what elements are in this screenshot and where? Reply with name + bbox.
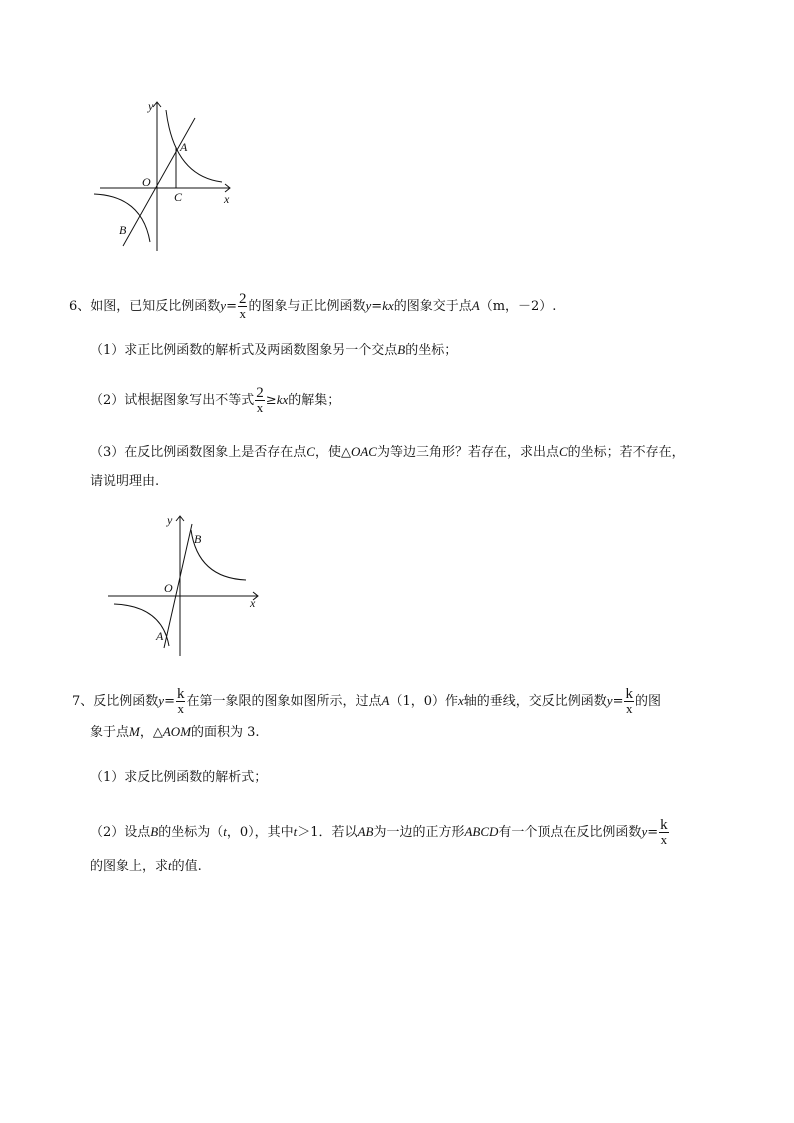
q7-aom: AOM	[162, 724, 192, 739]
q6-point-coords: （m，－2）.	[479, 299, 557, 314]
q7-p2-y: y	[641, 824, 648, 839]
q7-p2-a: （2）设点	[90, 825, 151, 840]
q7-p2-t2: t	[293, 824, 298, 839]
label-x: x	[224, 192, 230, 206]
q7-stem-d: 的图	[634, 694, 661, 709]
q6-frac-den: x	[239, 306, 246, 321]
q6-point-a: A	[471, 298, 480, 313]
q6-number: 6、	[69, 299, 91, 314]
q6-p2-fraction	[255, 386, 265, 415]
q7-p2-ab: AB	[357, 824, 374, 839]
q6-p3-d: 的坐标；若不存在，	[567, 445, 685, 460]
q7-stem-cont	[90, 724, 260, 741]
q7-p2-g: 的图象上，求	[90, 859, 169, 874]
q7-y1: y	[158, 693, 165, 708]
label-y: y	[148, 99, 154, 113]
q6-part3	[90, 444, 685, 461]
q6-p2-num: 2	[256, 385, 264, 401]
q6-p2-kx: kx	[276, 392, 289, 407]
q6-p3-c: C	[306, 444, 315, 459]
q7-p2-b: 的坐标为（	[158, 825, 224, 840]
label-b: B	[194, 532, 202, 546]
q6-part2	[90, 386, 340, 415]
q7-p2-f: 有一个顶点在反比例函数	[498, 825, 642, 840]
q7-point-coords: （1，0）作	[389, 694, 458, 709]
q6-p3-c2: C	[558, 444, 568, 459]
q7-fraction	[176, 687, 186, 716]
q6-p3-oac: OAC	[350, 444, 377, 459]
q7-eq2: =	[612, 694, 624, 709]
q7-p2-t3: t	[168, 858, 172, 873]
q7-stem-b: 在第一象限的图象如图所示，过点	[186, 694, 382, 709]
label-c: C	[174, 190, 183, 204]
q7-frac2-den: x	[625, 701, 633, 716]
q6-p3-a: （3）在反比例函数图象上是否存在点	[90, 445, 307, 460]
q7-stem	[72, 687, 661, 716]
q6-p2-a: （2）试根据图象写出不等式	[90, 393, 255, 408]
q7-stem-c: 轴的垂线，交反比例函数	[463, 694, 607, 709]
label-y: y	[167, 513, 173, 527]
q6-fraction	[238, 292, 248, 321]
q6-part1	[90, 342, 457, 359]
q6-p3-b: ，使△	[314, 445, 351, 460]
q7-frac-den: x	[177, 701, 184, 716]
q7-part2-cont	[90, 858, 202, 875]
q7-p2-d: ＞1．若以	[297, 825, 358, 840]
q7-frac2-num: k	[625, 686, 633, 702]
q7-x: x	[458, 693, 464, 708]
q6-p1-a: （1）求正比例函数的解析式及两函数图象另一个交点	[90, 343, 398, 358]
q7-stem-a: 反比例函数	[93, 694, 159, 709]
q7-point-m: M	[129, 724, 140, 739]
figure-1-graph	[90, 96, 250, 256]
label-a: A	[180, 140, 188, 154]
label-b: B	[119, 223, 127, 237]
q6-y2: y	[365, 298, 372, 313]
q6-frac-num: 2	[238, 291, 247, 307]
q6-p1-b: 的坐标；	[405, 343, 458, 358]
q7-stem-e: 象于点	[90, 725, 130, 740]
q7-p2-num: k	[660, 817, 668, 833]
hyperbola-branch-q1	[166, 110, 222, 182]
q6-p2-den: x	[256, 400, 264, 415]
q6-p2-ge: ≥	[265, 393, 277, 408]
q7-p2-den: x	[660, 832, 668, 847]
q7-stem-f: ，△	[139, 725, 163, 740]
label-x: x	[250, 596, 256, 610]
q7-frac-num: k	[176, 686, 185, 702]
q7-p2-eq: =	[647, 825, 659, 840]
q6-p3-e: 请说明理由.	[90, 474, 160, 489]
proportional-line	[123, 118, 195, 246]
q7-p2-fraction	[659, 818, 669, 847]
q6-stem	[69, 292, 556, 321]
q7-p2-c: ，0），其中	[226, 825, 294, 840]
q7-part2	[90, 818, 670, 847]
q6-part3-cont	[90, 474, 159, 490]
q6-p1-point-b: B	[397, 342, 406, 357]
q6-kx: kx	[382, 298, 394, 313]
q7-number: 7、	[72, 694, 94, 709]
q6-y1: y	[220, 298, 227, 313]
q6-eq2: =	[371, 299, 383, 314]
q7-p2-e: 为一边的正方形	[373, 825, 465, 840]
q7-p2-h: 的值.	[171, 859, 202, 874]
q7-point-a: A	[381, 693, 390, 708]
q6-stem-b: 的图象与正比例函数	[248, 299, 366, 314]
q6-stem-a: 如图，已知反比例函数	[90, 299, 221, 314]
figure-2-graph	[100, 508, 270, 658]
q7-stem-g: 的面积为 3.	[191, 725, 260, 740]
label-o: O	[142, 175, 151, 189]
q6-eq1: =	[226, 299, 237, 314]
label-o: O	[164, 581, 173, 595]
label-a: A	[156, 629, 164, 643]
q7-p2-t: t	[223, 824, 227, 839]
q7-p2-abcd: ABCD	[464, 824, 499, 839]
q6-p2-b: 的解集；	[288, 393, 341, 408]
q6-p3-c-text: 为等边三角形？若存在，求出点	[376, 445, 559, 460]
q7-y2: y	[606, 693, 613, 708]
q7-fraction-2	[624, 687, 634, 716]
q7-p2-point-b: B	[150, 824, 159, 839]
q6-stem-c: 的图象交于点	[393, 299, 472, 314]
q7-p1: （1）求反比例函数的解析式；	[90, 770, 268, 785]
q7-part1	[90, 770, 267, 786]
q7-eq1: =	[164, 694, 175, 709]
